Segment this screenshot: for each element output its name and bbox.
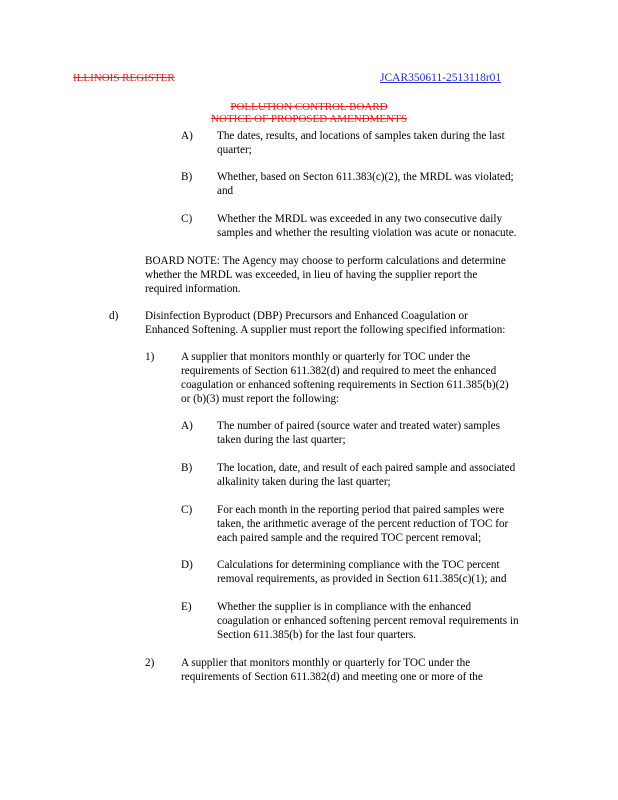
sub2-line1: A supplier that monitors monthly or quarterly for TOC under the bbox=[181, 657, 471, 669]
board-note-line2: whether the MRDL was exceeded, in lieu of having the supplier report the bbox=[145, 269, 478, 281]
sub1-a-label: A) bbox=[181, 420, 193, 432]
notice-title: NOTICE OF PROPOSED AMENDMENTS bbox=[211, 113, 407, 125]
item-c-line1: Whether the MRDL was exceeded in any two consecutive daily bbox=[217, 213, 503, 225]
section-d-line1: Disinfection Byproduct (DBP) Precursors and Enhanced Coagulation or bbox=[145, 310, 468, 322]
sub1-line3: coagulation or enhanced softening requirements in Section 611.385(b)(2) bbox=[181, 379, 509, 391]
register-header: ILLINOIS REGISTER bbox=[73, 72, 175, 84]
item-a-line1: The dates, results, and locations of samples taken during the last bbox=[217, 130, 505, 142]
sub1-c-line3: each paired sample and the required TOC percent removal; bbox=[217, 532, 482, 544]
sub1-d-line1: Calculations for determining compliance with the TOC percent bbox=[217, 559, 500, 571]
sub1-a-line1: The number of paired (source water and treated water) samples bbox=[217, 420, 500, 432]
sub1-b-line2: alkalinity taken during the last quarter; bbox=[217, 476, 391, 488]
sub1-c-label: C) bbox=[181, 504, 193, 516]
sub1-d-line2: removal requirements, as provided in Section 611.385(c)(1); and bbox=[217, 573, 507, 585]
item-c-line2: samples and whether the resulting violation was acute or nonacute. bbox=[217, 227, 517, 239]
sub1-a-line2: taken during the last quarter; bbox=[217, 434, 346, 446]
sub2-line2: requirements of Section 611.382(d) and meeting one or more of the bbox=[181, 671, 483, 683]
sub1-d-label: D) bbox=[181, 559, 193, 571]
item-c-label: C) bbox=[181, 213, 193, 225]
item-b-line2: and bbox=[217, 185, 234, 197]
section-d-line2: Enhanced Softening. A supplier must report the following specified information: bbox=[145, 324, 506, 336]
item-a-label: A) bbox=[181, 130, 193, 142]
sub1-line2: requirements of Section 611.382(d) and required to meet the enhanced bbox=[181, 365, 497, 377]
sub1-b-line1: The location, date, and result of each paired sample and associated bbox=[217, 462, 516, 474]
section-d-label: d) bbox=[109, 310, 119, 322]
board-title: POLLUTION CONTROL BOARD bbox=[230, 101, 388, 113]
item-b-label: B) bbox=[181, 171, 193, 183]
sub1-c-line1: For each month in the reporting period that paired samples were bbox=[217, 504, 505, 516]
board-note-line1: BOARD NOTE: The Agency may choose to perform calculations and determine bbox=[145, 255, 506, 267]
sub1-line1: A supplier that monitors monthly or quarterly for TOC under the bbox=[181, 351, 471, 363]
jcar-reference: JCAR350611-2513118r01 bbox=[380, 72, 502, 84]
sub1-c-line2: taken, the arithmetic average of the percent reduction of TOC for bbox=[217, 518, 509, 530]
sub1-label: 1) bbox=[145, 351, 155, 363]
sub1-e-line1: Whether the supplier is in compliance with the enhanced bbox=[217, 601, 472, 613]
sub2-label: 2) bbox=[145, 657, 155, 669]
item-a-line2: quarter; bbox=[217, 144, 252, 156]
item-b-line1: Whether, based on Secton 611.383(c)(2), the MRDL was violated; bbox=[217, 171, 514, 183]
sub1-e-line3: Section 611.385(b) for the last four quarters. bbox=[217, 629, 417, 641]
sub1-b-label: B) bbox=[181, 462, 193, 474]
board-note-line3: required information. bbox=[145, 283, 241, 295]
sub1-e-line2: coagulation or enhanced softening percent removal requirements in bbox=[217, 615, 519, 627]
sub1-line4: or (b)(3) must report the following: bbox=[181, 393, 340, 405]
sub1-e-label: E) bbox=[181, 601, 192, 613]
